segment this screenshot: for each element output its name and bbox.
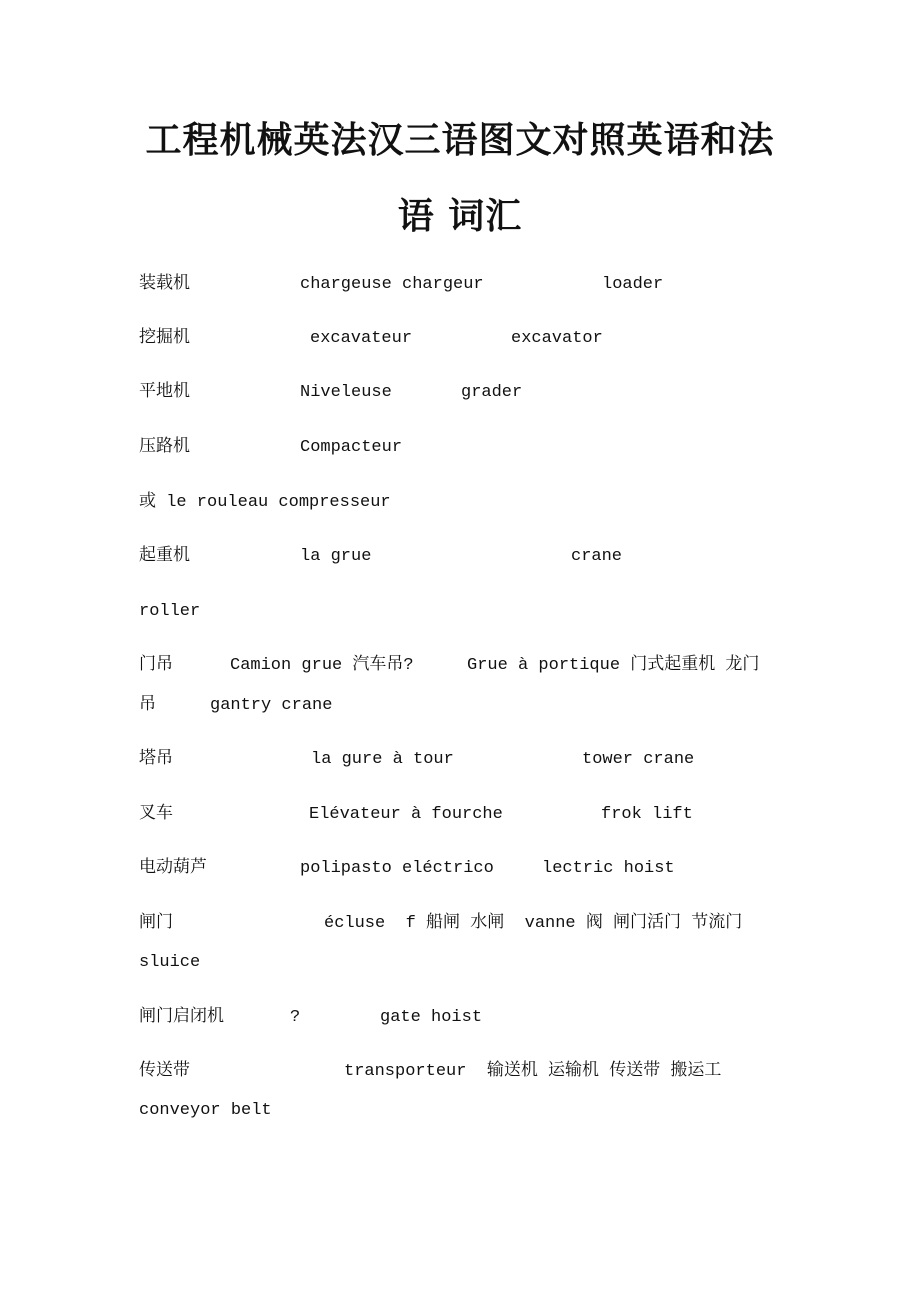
term-french: la gure à tour bbox=[311, 750, 454, 769]
term-chinese: 吊 bbox=[139, 696, 156, 715]
term-english: grader bbox=[461, 383, 523, 402]
term-english: gantry crane bbox=[210, 696, 333, 715]
term-french: Compacteur bbox=[300, 438, 403, 457]
term-chinese: 闸门 bbox=[139, 914, 173, 933]
term-english: excavator bbox=[511, 329, 603, 348]
term-french: Camion grue 汽车吊? bbox=[230, 656, 414, 675]
term-french: écluse f 船闸 水闸 vanne 阀 闸门活门 节流门 bbox=[324, 914, 743, 933]
term-french: transporteur 输送机 运输机 传送带 搬运工 bbox=[344, 1062, 722, 1081]
term-english: gate hoist bbox=[380, 1008, 483, 1027]
term-french: excavateur bbox=[310, 329, 413, 348]
term-english: conveyor belt bbox=[139, 1101, 272, 1120]
term-chinese: 塔吊 bbox=[139, 750, 173, 769]
term-french: Grue à portique 门式起重机 龙门 bbox=[467, 656, 760, 675]
term-chinese: 挖掘机 bbox=[139, 329, 190, 348]
term-chinese: 电动葫芦 bbox=[139, 859, 207, 878]
term-chinese: 压路机 bbox=[139, 438, 190, 457]
term-english: roller bbox=[139, 602, 201, 621]
term-chinese: 叉车 bbox=[139, 805, 173, 824]
term-french: polipasto eléctrico bbox=[300, 859, 494, 878]
document-title-line-1: 工程机械英法汉三语图文对照英语和法 bbox=[145, 119, 775, 161]
term-french: ? bbox=[290, 1008, 301, 1027]
document-title-line-2: 语 词汇 bbox=[397, 195, 523, 237]
term-english: loader bbox=[602, 275, 664, 294]
term-chinese: 门吊 bbox=[139, 656, 173, 675]
term-english: crane bbox=[571, 547, 623, 566]
term-english: sluice bbox=[139, 953, 201, 972]
term-chinese: 闸门启闭机 bbox=[139, 1008, 224, 1027]
term-french: Elévateur à fourche bbox=[309, 805, 503, 824]
term-note: 或 le rouleau compresseur bbox=[139, 493, 391, 512]
term-english: lectric hoist bbox=[542, 859, 675, 878]
term-english: tower crane bbox=[582, 750, 695, 769]
term-chinese: 平地机 bbox=[139, 383, 190, 402]
term-french: Niveleuse bbox=[300, 383, 392, 402]
term-english: frok lift bbox=[601, 805, 693, 824]
term-chinese: 传送带 bbox=[139, 1062, 190, 1081]
term-french: chargeuse chargeur bbox=[300, 275, 484, 294]
term-french: la grue bbox=[300, 547, 372, 566]
term-chinese: 装载机 bbox=[139, 275, 190, 294]
term-chinese: 起重机 bbox=[139, 547, 190, 566]
